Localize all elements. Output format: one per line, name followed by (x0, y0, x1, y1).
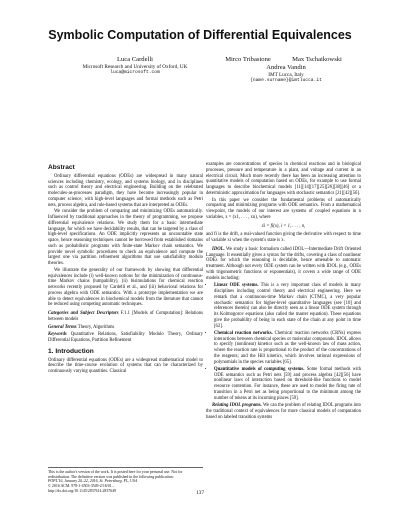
bullet-text: Some formal methods with ODE semantics such as Petri nets [59] and process algebra [42][56] have nonlinear laws of interaction based on threshold-like functions to model resource contention. For instance, these are used to model the firing rate of transition in a Petri net as being proportional to the minimum among the number of tokens at its incoming places [59]. (214, 366, 362, 401)
general-terms-line (48, 325, 203, 331)
author-block-vandin (226, 64, 346, 84)
author-affiliation: IMT Lucca, Italy (268, 72, 304, 78)
keywords-line (48, 332, 203, 344)
intro-heading: 1. Introduction (48, 347, 94, 355)
abstract-paragraph: Ordinary differential equations (ODEs) are widespread in many natural sciences including chemistry, ecology, and systems biology, and in disciplines such as control theory and electrical engineering. Building on the celebrated molecules-as-processes paradigm, they have become increasingly popular in computer science, with high-level languages and formal methods such as Petri nets, process algebra, and rule-based systems that are interpreted as ODEs. (48, 173, 203, 208)
list-item (214, 331, 361, 366)
ode-formula: ẋi = fi(x), i = 1, . . . , n, (261, 223, 306, 229)
general-terms-text: Theory, Algorithms (77, 324, 115, 330)
bullet-lead: Linear ODE systems. (214, 283, 259, 289)
footnote-line: © 2016 ACM. 978-1-4503-3549-2/16/01... (48, 484, 115, 489)
author-name: Max Tschaikowski (292, 56, 342, 63)
footnote-line: POPL'16, January 20–22, 2016, St. Petersburg, FL, USA (48, 479, 138, 484)
body-paragraph: and fi is the drift, a real-valued function giving the derivative with respect to time of variable xi when the system's state is x. (206, 232, 361, 243)
idol-label: IDOL. (212, 246, 225, 252)
right-column (206, 162, 361, 422)
paper-title: Symbolic Computation of Differential Equivalences (48, 28, 352, 42)
body-paragraph: examples are concentrations of species in chemical reactions and in biological processes, pressure and temperature in a plant, and voltage and current in an electrical circuit. Much more recently there has been an increasing attention to quantitative models of computation based on ODEs, for example to use formal languages to describe biochemical models [11][14][17][25][26][38][46] or a deterministic approximation for languages with stochastic semantics [21][42][56]. (206, 162, 361, 196)
relating-text: We can the problem of relating IDOL programs into the traditional context of equivalences for more classical models of computation based on labeled transition systems (206, 403, 361, 420)
author-name: Andrea Vandin (266, 64, 306, 71)
author-email[interactable]: {name.surname}@imtlucca.it (250, 78, 322, 84)
categories-text: F.1.1 [Models of Computation]: Relations between models (48, 311, 204, 322)
author-block-tribastone (224, 56, 272, 64)
idol-paragraph (206, 247, 361, 282)
abstract-paragraph: We illustrate the generality of our framework by showing that differential equivalences include (i) well-known notions for the minimization of continuous-time Markov chains (lumpability), (ii) bisimulations for chemical reaction networks recently proposed by Cardelli et al., and (iii) behavioral relations for process algebra with ODE semantics. With a prototype implementation we are able to detect equivalences in biochemical models from the literature that cannot be reduced using competing automatic techniques. (48, 267, 203, 308)
author-email[interactable]: luca@microsoft.com (110, 70, 160, 76)
keywords-label: Keywords (48, 332, 67, 338)
keywords-text: Quantitative Relations, Satisfiability Modulo Theory, Ordinary Differential Equations, Partition Refinement (48, 332, 204, 343)
body-paragraph: In this paper we consider the fundamental problems of automatically comparing and minimizing programs with ODE semantics. From a mathematical viewpoint, the models of our interest are systems of coupled equations in n variables, x = (x1, . . . , xn), where (206, 197, 361, 220)
footnote-doi-link[interactable]: http://dx.doi.org/10.1145/2837614.2837649 (48, 488, 117, 493)
author-affiliation: Microsoft Research and University of Oxford, UK (82, 64, 188, 70)
relating-label: Relating IDOL programs. (212, 403, 262, 409)
left-column (48, 162, 203, 376)
intro-paragraph: Ordinary differential equations (ODEs) are a widespread mathematical model to describe the time-course evolution of systems that can be characterized by continuously varying quantities. Classical (48, 357, 203, 374)
bullet-text: This is a very important class of models in many disciplines including control theory and electrical engineering. Here we remark that a continuous-time Markov chain (CTMC), a very popular stochastic semantics for higher-level quantitative languages (see [10] and references therein) can also be directly seen as a linear ODE system through its Kolmogorov equations (also called the master equation). These equations give the probability of being in each state of the chain at any point in time [62]. (214, 283, 361, 329)
categories-label: Categories and Subject Descriptors (48, 311, 119, 316)
footnote-line: This is the author's version of the work. It is posted here for your personal use. Not for redistribution. The definitive version was published in the following publication: (48, 470, 183, 479)
abstract-heading: Abstract (48, 164, 75, 171)
abstract-paragraph: We consider the problem of comparing and minimizing ODEs automatically. Influenced by traditional approaches in the theory of programming, we propose differential equivalence relations. We study them for a basic intermediate language, for which we have decidability results, that can be targeted by a class of high-level specifications. An ODE implicitly represents an uncountable state space, hence reasoning techniques cannot be borrowed from established domains such as probabilistic programs with finite-state Markov chain semantics. We provide novel symbolic procedures to check an equivalence and compute the largest one via partition refinement algorithms that use satisfiability modulo theories. (48, 209, 203, 266)
general-terms-label: General Terms (48, 324, 77, 330)
categories-line (48, 311, 203, 323)
relating-paragraph (206, 403, 361, 420)
author-block-cardelli (70, 56, 200, 76)
page-number: 137 (195, 490, 205, 496)
idol-text: We study a basic formalism called IDOL—Intermediate Drift Oriented Language. It essentially gives a syntax for the drifts, covering a class of nonlinear ODEs for which the reasoning is decidable, hence amenable to automatic treatment. Although not every ODE system can be written with IDOL (e.g., ODEs with trigonometric functions or exponentials), it covers a wide range of ODE models including: (206, 246, 361, 281)
author-name: Mirco Tribastone (225, 56, 271, 63)
author-name: Luca Cardelli (116, 56, 154, 63)
list-item (214, 283, 361, 329)
author-block-tschaikowski (282, 56, 352, 64)
idol-model-list (206, 283, 361, 401)
bullet-lead: Quantitative models of computing systems. (214, 366, 305, 372)
list-item (214, 367, 361, 402)
bullet-text: Chemical reaction networks (CRNs) express interactions between chemical species or molecular compounds. IDOL allows to specify (nonlinear) kinetics such as the well-known law of mass action, where the reaction rate is proportional to the product of the concentrations of the reagents; and the Hill kinetics, which involves rational expressions of polynomials in the species variables [65]. (214, 330, 361, 365)
bullet-lead: Chemical reaction networks. (214, 330, 273, 336)
